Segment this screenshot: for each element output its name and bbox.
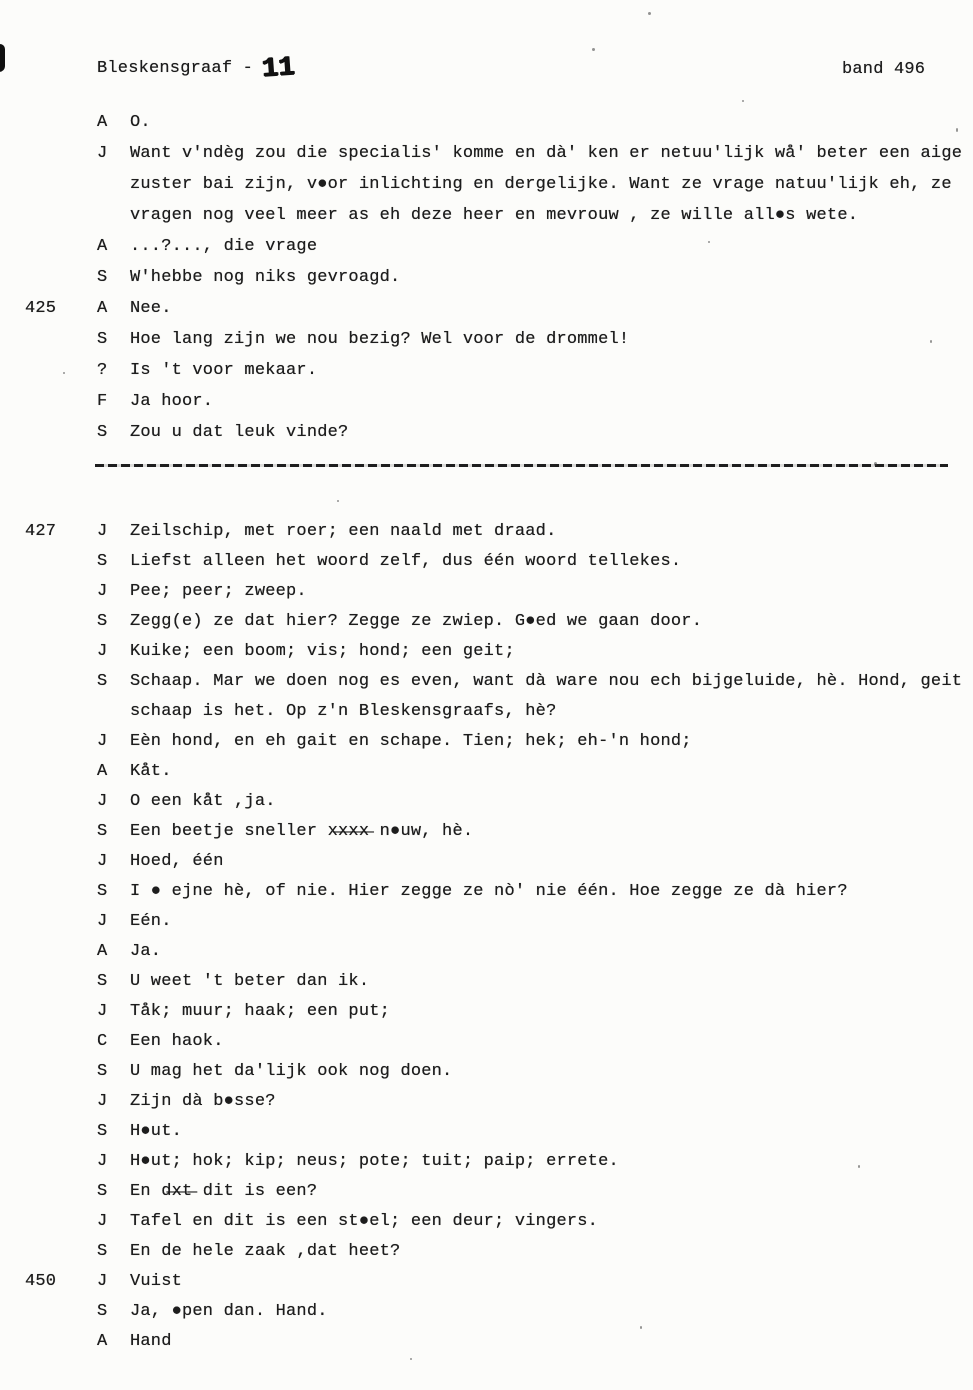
line-text: Is 't voor mekaar. bbox=[130, 361, 318, 380]
line-text: I ● ejne hè, of nie. Hier zegge ze nò' nie één. Hoe zegge ze dà hier? bbox=[130, 881, 848, 901]
transcript bbox=[0, 107, 973, 1356]
paper-speckle bbox=[337, 500, 339, 502]
line-text: ...?..., die vrage bbox=[130, 237, 318, 256]
transcript-row bbox=[0, 816, 973, 846]
speaker-label: S bbox=[97, 1181, 108, 1201]
paper-speckle bbox=[956, 128, 958, 132]
transcript-row bbox=[0, 1086, 973, 1116]
transcript-row bbox=[0, 876, 973, 906]
speaker-label: A bbox=[97, 1331, 108, 1351]
line-number: 427 bbox=[25, 521, 57, 541]
speaker-label: S bbox=[97, 551, 108, 571]
transcript-row bbox=[0, 169, 973, 200]
speaker-label: J bbox=[97, 144, 108, 163]
line-text: Zou u dat leuk vinde? bbox=[130, 423, 349, 442]
line-text: Zijn dà b●sse? bbox=[130, 1091, 276, 1111]
speaker-label: J bbox=[97, 1091, 108, 1111]
handwritten-page-number: 11 bbox=[261, 52, 297, 86]
speaker-label: J bbox=[97, 731, 108, 751]
transcript-row bbox=[0, 576, 973, 606]
speaker-label: S bbox=[97, 268, 108, 287]
line-text: En de hele zaak ,dat heet? bbox=[130, 1241, 401, 1261]
speaker-label: J bbox=[97, 851, 108, 871]
line-text: Vuist bbox=[130, 1271, 183, 1291]
speaker-label: J bbox=[97, 1271, 108, 1291]
transcript-row bbox=[0, 1326, 973, 1356]
transcript-row bbox=[0, 138, 973, 169]
line-number: 450 bbox=[25, 1271, 57, 1291]
line-number: 425 bbox=[25, 299, 57, 318]
paper-speckle bbox=[63, 372, 65, 374]
paper-speckle bbox=[410, 1358, 412, 1360]
paper-speckle bbox=[874, 462, 877, 466]
speaker-label: J bbox=[97, 641, 108, 661]
speaker-label: A bbox=[97, 941, 108, 961]
line-text: Hand bbox=[130, 1331, 172, 1351]
transcript-row bbox=[0, 107, 973, 138]
transcript-row bbox=[0, 906, 973, 936]
speaker-label: S bbox=[97, 611, 108, 631]
paper-speckle bbox=[648, 12, 651, 15]
line-text: Eén. bbox=[130, 911, 172, 931]
speaker-label: S bbox=[97, 881, 108, 901]
transcript-row bbox=[0, 1116, 973, 1146]
line-text: W'hebbe nog niks gevroagd. bbox=[130, 268, 401, 287]
line-text: Ja. bbox=[130, 941, 162, 961]
speaker-label: J bbox=[97, 581, 108, 601]
line-text: Een beetje sneller x̶x̶x̶x̶ n●uw, hè. bbox=[130, 821, 474, 841]
paper-speckle bbox=[708, 241, 710, 243]
speaker-label: J bbox=[97, 1211, 108, 1231]
transcript-row bbox=[0, 966, 973, 996]
speaker-label: ? bbox=[97, 361, 108, 380]
line-text: Zegg(e) ze dat hier? Zegge ze zwiep. G●ed we gaan door. bbox=[130, 611, 703, 631]
transcript-row bbox=[0, 1206, 973, 1236]
transcript-row bbox=[0, 666, 973, 696]
location-label: Bleskensgraaf - bbox=[97, 59, 254, 78]
line-text: Pee; peer; zweep. bbox=[130, 581, 307, 601]
line-text: Zeilschip, met roer; een naald met draad. bbox=[130, 521, 557, 541]
transcript-row bbox=[0, 231, 973, 262]
line-text: U weet 't beter dan ik. bbox=[130, 971, 370, 991]
transcript-row bbox=[0, 1236, 973, 1266]
transcript-row bbox=[0, 546, 973, 576]
band-label: band 496 bbox=[842, 60, 926, 79]
transcript-row bbox=[0, 262, 973, 293]
transcript-row bbox=[0, 386, 973, 417]
speaker-label: S bbox=[97, 971, 108, 991]
transcript-row bbox=[0, 1146, 973, 1176]
speaker-label: J bbox=[97, 1001, 108, 1021]
transcript-row bbox=[0, 786, 973, 816]
line-text: Tafel en dit is een st●el; een deur; vingers. bbox=[130, 1211, 599, 1231]
transcript-section-2 bbox=[0, 516, 973, 1356]
speaker-label: J bbox=[97, 521, 108, 541]
speaker-label: S bbox=[97, 1121, 108, 1141]
transcript-row bbox=[0, 1266, 973, 1296]
line-text: Eèn hond, en eh gait en schape. Tien; hek; eh-'n hond; bbox=[130, 731, 692, 751]
transcript-row bbox=[0, 1296, 973, 1326]
scan-edge-smudge bbox=[0, 44, 5, 72]
paper-speckle bbox=[742, 100, 744, 102]
speaker-label: S bbox=[97, 423, 108, 442]
line-text: Ja, ●pen dan. Hand. bbox=[130, 1301, 328, 1321]
line-text: vragen nog veel meer as eh deze heer en mevrouw , ze wille all●s wete. bbox=[130, 206, 859, 225]
line-text: zuster bai zijn, v●or inlichting en dergelijke. Want ze vrage natuu'lijk eh, ze bbox=[130, 175, 952, 194]
speaker-label: J bbox=[97, 791, 108, 811]
line-text: H●ut. bbox=[130, 1121, 183, 1141]
transcript-row bbox=[0, 417, 973, 448]
paper-speckle bbox=[592, 48, 595, 51]
transcript-row bbox=[0, 696, 973, 726]
page-header-title bbox=[97, 52, 297, 86]
speaker-label: S bbox=[97, 330, 108, 349]
line-text: Nee. bbox=[130, 299, 172, 318]
speaker-label: A bbox=[97, 237, 108, 256]
transcript-row bbox=[0, 1026, 973, 1056]
transcript-row bbox=[0, 846, 973, 876]
transcript-row bbox=[0, 726, 973, 756]
transcript-row bbox=[0, 200, 973, 231]
transcript-row bbox=[0, 1176, 973, 1206]
transcript-row bbox=[0, 293, 973, 324]
line-text: Tåk; muur; haak; een put; bbox=[130, 1001, 391, 1021]
line-text: En d̶x̶t̶ dit is een? bbox=[130, 1181, 318, 1201]
paper-speckle bbox=[858, 1165, 860, 1168]
speaker-label: S bbox=[97, 821, 108, 841]
line-text: Een haok. bbox=[130, 1031, 224, 1051]
speaker-label: A bbox=[97, 113, 108, 132]
line-text: Hoed, één bbox=[130, 851, 224, 871]
transcript-row bbox=[0, 355, 973, 386]
line-text: Ja hoor. bbox=[130, 392, 214, 411]
line-text: O een kåt ,ja. bbox=[130, 791, 276, 811]
speaker-label: S bbox=[97, 671, 108, 691]
transcript-section-1 bbox=[0, 107, 973, 448]
speaker-label: A bbox=[97, 761, 108, 781]
transcript-row bbox=[0, 324, 973, 355]
paper-speckle bbox=[930, 340, 932, 343]
line-text: U mag het da'lijk ook nog doen. bbox=[130, 1061, 453, 1081]
line-text: Kåt. bbox=[130, 761, 172, 781]
speaker-label: S bbox=[97, 1241, 108, 1261]
speaker-label: J bbox=[97, 1151, 108, 1171]
speaker-label: A bbox=[97, 299, 108, 318]
line-text: Hoe lang zijn we nou bezig? Wel voor de drommel! bbox=[130, 330, 630, 349]
line-text: Schaap. Mar we doen nog es even, want dà ware nou ech bijgeluide, hè. Hond, geit bbox=[130, 671, 963, 691]
transcript-row bbox=[0, 516, 973, 546]
speaker-label: F bbox=[97, 392, 108, 411]
transcript-row bbox=[0, 636, 973, 666]
speaker-label: C bbox=[97, 1031, 108, 1051]
line-text: Want v'ndèg zou die specialis' komme en dà' ken er netuu'lijk wå' beter een aige bbox=[130, 144, 963, 163]
line-text: O. bbox=[130, 113, 151, 132]
line-text: Kuike; een boom; vis; hond; een geit; bbox=[130, 641, 515, 661]
section-separator-line bbox=[95, 464, 948, 467]
speaker-label: S bbox=[97, 1061, 108, 1081]
line-text: schaap is het. Op z'n Bleskensgraafs, hè? bbox=[130, 701, 557, 721]
transcript-row bbox=[0, 756, 973, 786]
line-text: H●ut; hok; kip; neus; pote; tuit; paip; errete. bbox=[130, 1151, 619, 1171]
transcript-row bbox=[0, 936, 973, 966]
paper-speckle bbox=[640, 1326, 642, 1329]
speaker-label: S bbox=[97, 1301, 108, 1321]
transcript-row bbox=[0, 606, 973, 636]
transcript-row bbox=[0, 996, 973, 1026]
transcript-row bbox=[0, 1056, 973, 1086]
line-text: Liefst alleen het woord zelf, dus één woord tellekes. bbox=[130, 551, 682, 571]
speaker-label: J bbox=[97, 911, 108, 931]
